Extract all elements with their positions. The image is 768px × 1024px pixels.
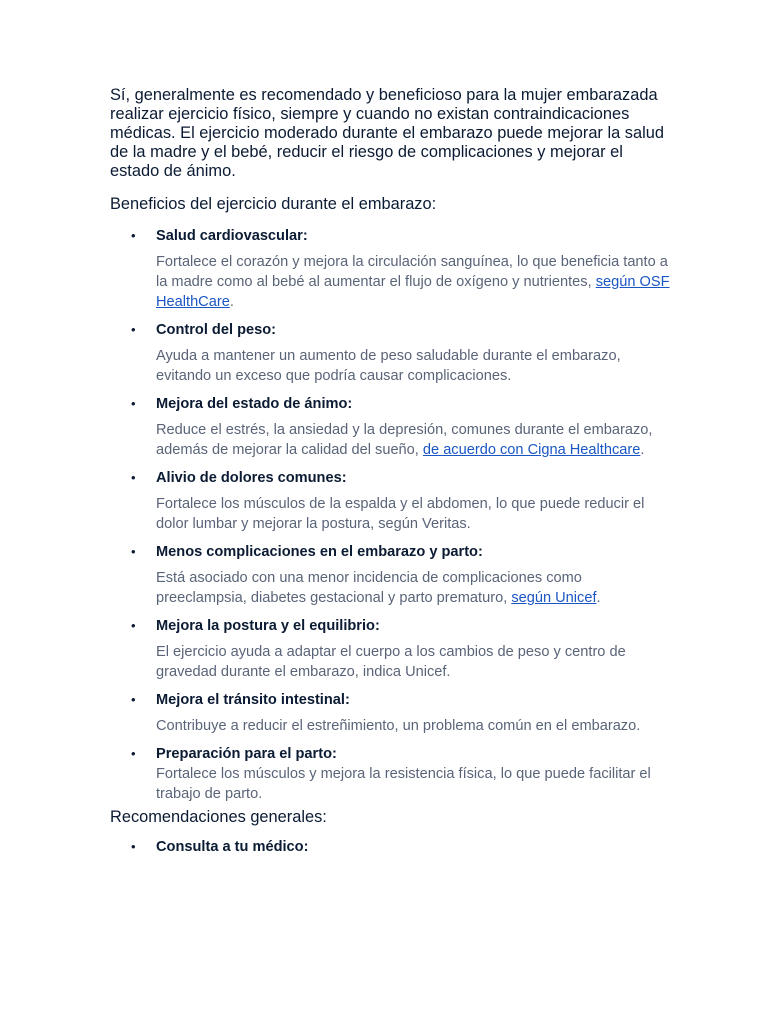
list-item	[110, 745, 670, 804]
bullet: •	[131, 746, 136, 761]
bullet: •	[131, 228, 136, 243]
item-title: Alivio de dolores comunes:	[156, 470, 347, 486]
list-item	[110, 469, 670, 534]
item-title: Salud cardiovascular:	[156, 228, 308, 244]
item-title: Menos complicaciones en el embarazo y parto:	[156, 544, 483, 560]
bullet: •	[131, 839, 136, 854]
benefits-heading: Beneficios del ejercicio durante el embarazo:	[110, 195, 437, 213]
list-item	[110, 395, 670, 460]
item-description: Reduce el estrés, la ansiedad y la depresión, comunes durante el embarazo, además de mejorar la calidad del sueño, de acuerdo con Cigna Healthcare.	[156, 422, 653, 458]
item-title: Mejora la postura y el equilibrio:	[156, 618, 380, 634]
item-title: Preparación para el parto:	[156, 746, 337, 762]
item-description: Ayuda a mantener un aumento de peso saludable durante el embarazo, evitando un exceso que podría causar complicaciones.	[156, 348, 621, 384]
bullet: •	[131, 322, 136, 337]
intro-paragraph: Sí, generalmente es recomendado y beneficioso para la mujer embarazada realizar ejercicio físico, siempre y cuando no existan contraindicaciones médicas. El ejercicio moderado durante el embarazo puede mejorar la salud de la madre y el bebé, reducir el riesgo de complicaciones y mejorar el estado de ánimo.	[110, 86, 664, 180]
item-description: Fortalece los músculos y mejora la resistencia física, lo que puede facilitar el trabajo de parto.	[156, 766, 651, 802]
source-link[interactable]: según OSF HealthCare	[156, 274, 670, 310]
item-description: Está asociado con una menor incidencia de complicaciones como preeclampsia, diabetes gestacional y parto prematuro, según Unicef.	[156, 570, 601, 606]
item-description: Fortalece el corazón y mejora la circulación sanguínea, lo que beneficia tanto a la madre como al bebé al aumentar el flujo de oxígeno y nutrientes, según OSF HealthCare.	[156, 254, 670, 310]
item-title: Mejora del estado de ánimo:	[156, 396, 353, 412]
item-description: El ejercicio ayuda a adaptar el cuerpo a los cambios de peso y centro de gravedad durante el embarazo, indica Unicef.	[156, 644, 626, 680]
bullet: •	[131, 692, 136, 707]
recommendations-heading: Recomendaciones generales:	[110, 808, 327, 826]
list-item	[110, 838, 670, 856]
item-title: Mejora el tránsito intestinal:	[156, 692, 350, 708]
list-item	[110, 617, 670, 682]
source-link[interactable]: según Unicef	[511, 590, 597, 606]
bullet: •	[131, 470, 136, 485]
item-description: Contribuye a reducir el estreñimiento, un problema común en el embarazo.	[156, 718, 641, 734]
list-item	[110, 227, 670, 312]
item-title: Control del peso:	[156, 322, 276, 338]
bullet: •	[131, 618, 136, 633]
benefits-list	[110, 227, 670, 804]
document-content	[110, 86, 670, 856]
source-link[interactable]: de acuerdo con Cigna Healthcare	[422, 442, 641, 458]
list-item	[110, 691, 670, 736]
bullet: •	[131, 396, 136, 411]
item-title: Consulta a tu médico:	[156, 839, 309, 855]
bullet: •	[131, 544, 136, 559]
list-item	[110, 543, 670, 608]
item-description: Fortalece los músculos de la espalda y el abdomen, lo que puede reducir el dolor lumbar y mejorar la postura, según Veritas.	[156, 496, 645, 532]
recommendations-list	[110, 838, 670, 856]
list-item	[110, 321, 670, 386]
